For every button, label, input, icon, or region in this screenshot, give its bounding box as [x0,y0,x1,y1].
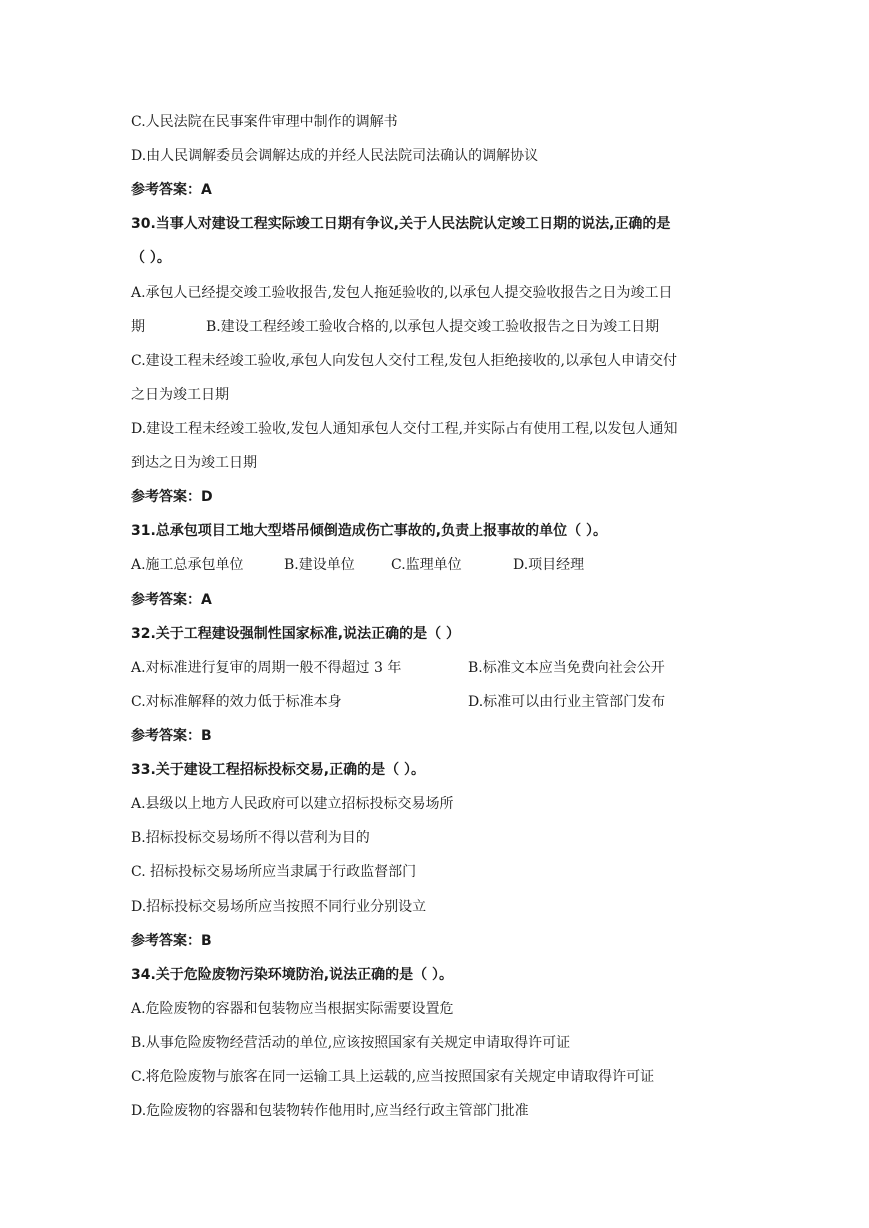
q34-stem: 34.关于危险废物污染环境防治,说法正确的是（ ）。 [131,967,453,983]
q32-option-b: B.标准文本应当免费向社会公开 [468,660,665,676]
q30-option-a-line1: A.承包人已经提交竣工验收报告,发包人拖延验收的,以承包人提交验收报告之日为竣工日 [131,285,673,301]
q30-option-c-line1: C.建设工程未经竣工验收,承包人向发包人交付工程,发包人拒绝接收的,以承包人申请交付 [131,353,678,369]
q30-option-d-line1: D.建设工程未经竣工验收,发包人通知承包人交付工程,并实际占有使用工程,以发包人通知 [131,421,678,437]
q30-option-c-line2: 之日为竣工日期 [131,387,229,403]
q33-answer: 参考答案：B [131,933,212,949]
q34-option-a: A.危险废物的容器和包装物应当根据实际需要设置危 [131,1001,454,1017]
q31-option-b: B.建设单位 [284,557,355,573]
q32-option-d: D.标准可以由行业主管部门发布 [468,694,666,710]
q33-option-c: C. 招标投标交易场所应当隶属于行政监督部门 [131,864,417,880]
q31-option-d: D.项目经理 [513,557,585,573]
q33-option-d: D.招标投标交易场所应当按照不同行业分别设立 [131,899,427,915]
q30-option-b: B.建设工程经竣工验收合格的,以承包人提交竣工验收报告之日为竣工日期 [206,319,660,335]
q30-stem-line1: 30.当事人对建设工程实际竣工日期有争议,关于人民法院认定竣工日期的说法,正确的是 [131,216,671,232]
q32-option-c: C.对标准解释的效力低于标准本身 [131,694,342,710]
q33-option-a: A.县级以上地方人民政府可以建立招标投标交易场所 [131,796,454,812]
q31-option-a: A.施工总承包单位 [131,557,244,573]
q34-option-b: B.从事危险废物经营活动的单位,应该按照国家有关规定申请取得许可证 [131,1035,571,1051]
q33-option-b: B.招标投标交易场所不得以营利为目的 [131,830,370,846]
q32-answer: 参考答案：B [131,728,212,744]
q30-option-d-line2: 到达之日为竣工日期 [131,455,257,471]
q32-stem: 32.关于工程建设强制性国家标准,说法正确的是（ ） [131,626,460,642]
q34-option-c: C.将危险废物与旅客在同一运输工具上运载的,应当按照国家有关规定申请取得许可证 [131,1069,655,1085]
q30-option-a-line2: 期 [131,319,145,335]
q29-answer: 参考答案：A [131,182,212,198]
q34-option-d: D.危险废物的容器和包装物转作他用时,应当经行政主管部门批准 [131,1103,529,1119]
q31-stem: 31.总承包项目工地大型塔吊倾倒造成伤亡事故的,负责上报事故的单位（ ）。 [131,523,607,539]
q33-stem: 33.关于建设工程招标投标交易,正确的是（ ）。 [131,762,425,778]
q31-answer: 参考答案：A [131,592,212,608]
q30-answer: 参考答案：D [131,489,213,505]
q29-option-d: D.由人民调解委员会调解达成的并经人民法院司法确认的调解协议 [131,148,539,164]
q32-option-a: A.对标准进行复审的周期一般不得超过 3 年 [131,660,402,676]
q29-option-c: C.人民法院在民事案件审理中制作的调解书 [131,114,398,130]
q30-stem-line2: （ ）。 [131,250,171,266]
q31-option-c: C.监理单位 [391,557,462,573]
